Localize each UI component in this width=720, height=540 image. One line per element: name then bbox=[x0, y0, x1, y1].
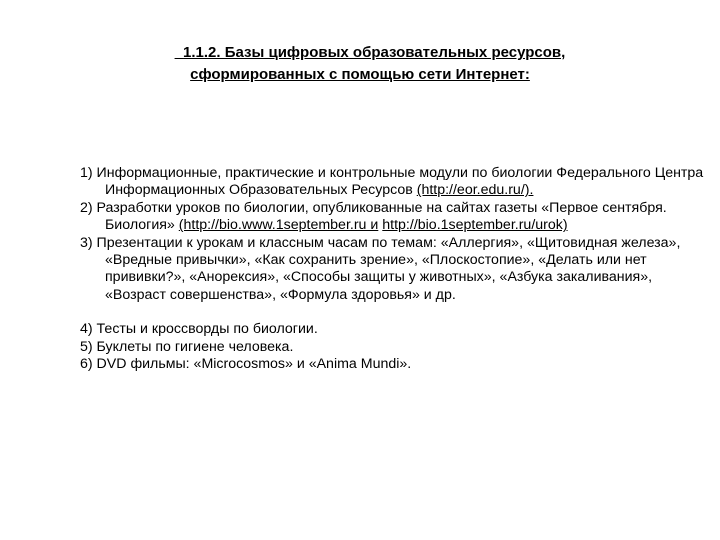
bio-urok-link[interactable]: http://bio.1september.ru/urok) bbox=[382, 217, 568, 234]
heading-line-2: сформированных с помощью сети Интернет: bbox=[190, 66, 530, 83]
list-spacer bbox=[80, 304, 710, 321]
item-1-text: 1) Информационные, практические и контрольные модули по биологии Федерального Центра Информационных Образовательных Ресурсов bbox=[80, 165, 704, 199]
list-item-3 bbox=[80, 235, 710, 305]
item-4-text: 4) Тесты и кроссворды по биологии. bbox=[80, 321, 318, 338]
list-item-2 bbox=[80, 200, 710, 235]
eor-link[interactable]: (http://eor.edu.ru/). bbox=[416, 182, 534, 199]
heading-line-1: 1.1.2. Базы цифровых образовательных ресурсов, bbox=[183, 44, 566, 61]
list-item-6 bbox=[80, 356, 710, 373]
bio-september-link[interactable]: (http://bio.www.1september.ru и bbox=[178, 217, 379, 234]
list-item-1 bbox=[80, 165, 710, 200]
item-5-text: 5) Буклеты по гигиене человека. bbox=[80, 338, 294, 355]
item-2-text: 2) Разработки уроков по биологии, опубликованные на сайтах газеты «Первое сентября. Биология» bbox=[80, 199, 667, 234]
resource-list bbox=[80, 165, 710, 373]
item-3-text: 3) Презентации к урокам и классным часам по темам: «Аллергия», «Щитовидная железа», «Вредные привычки», «Как сохранить зрение», «Плоскостопие», «Делать или нет прививки?», «Анорексия», «Способы защиты у животных», «Азбука закаливания», «Возраст совершенства», «Формула здоровья» и др. bbox=[80, 234, 681, 303]
list-item-4 bbox=[80, 321, 710, 338]
list-item-5 bbox=[80, 339, 710, 356]
section-heading bbox=[0, 42, 720, 86]
item-6-text: 6) DVD фильмы: «Microcosmos» и «Anima Mundi». bbox=[80, 356, 412, 373]
